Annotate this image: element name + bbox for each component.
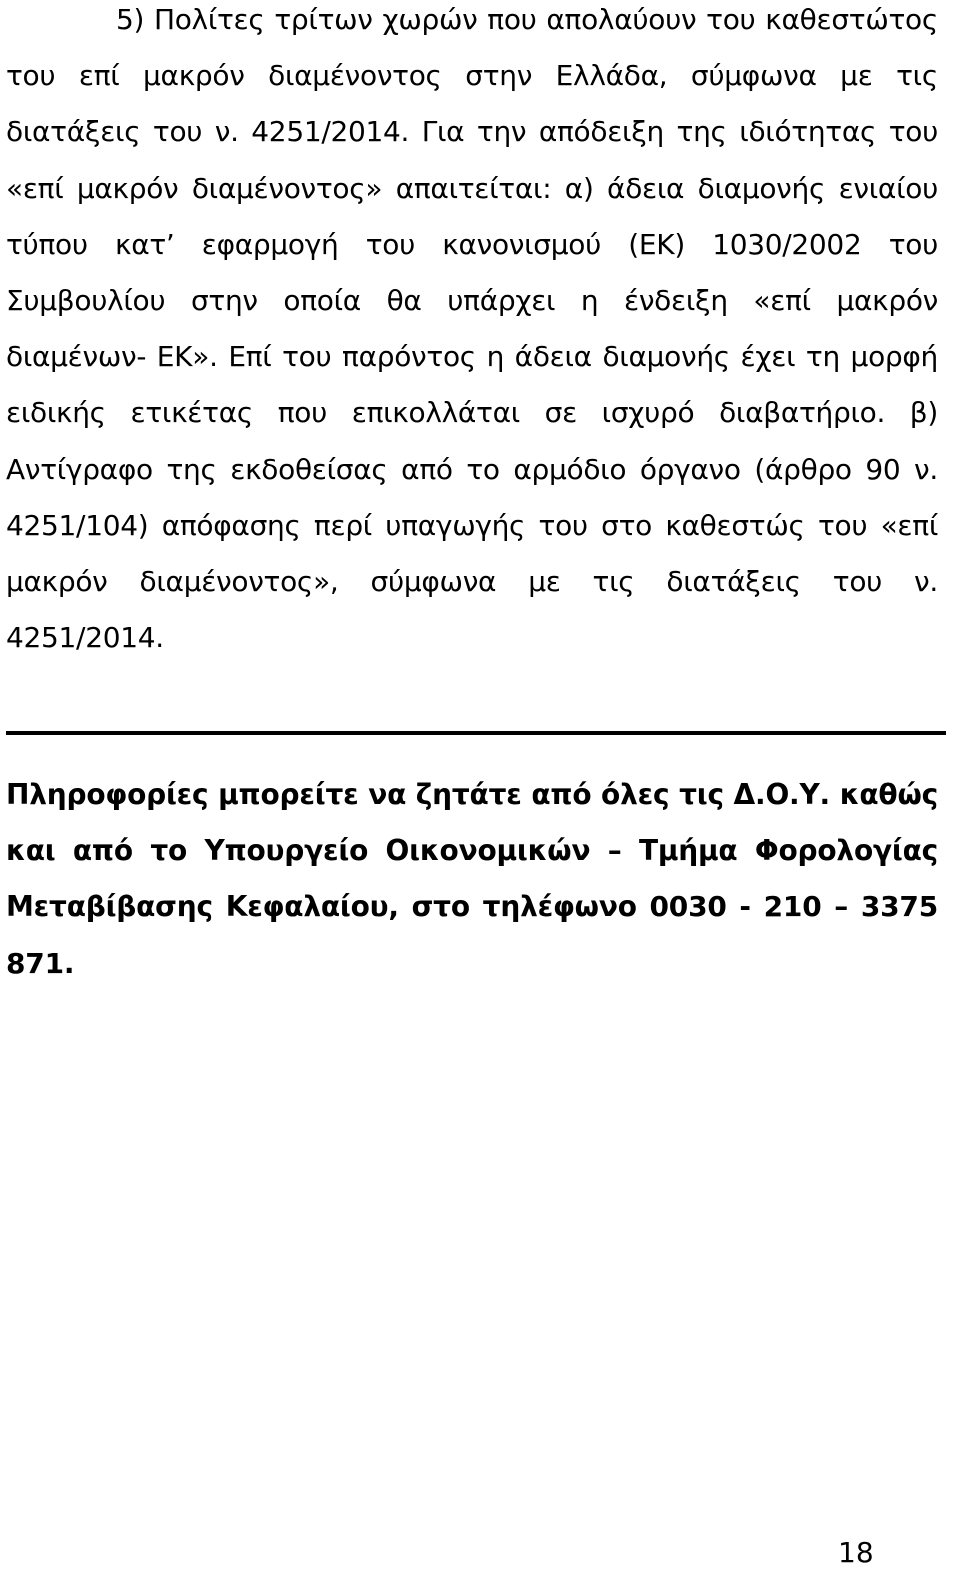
paragraph-item-5: 5) Πολίτες τρίτων χωρών που απολαύουν του καθεστώτος του επί μακρόν διαμένοντος στην Ελλάδα, σύμφωνα με τις διατάξεις του ν. 4251/2014. Για την απόδειξη της ιδιότητας του «επί μακρόν διαμένοντος» απαιτείται: α) άδεια διαμονής ενιαίου τύπου κατ’ εφαρμογή του κανονισμού (ΕΚ) 1030/2002 του Συμβουλίου στην οποία θα υπάρχει η ένδειξη «επί μακρόν διαμένων- ΕΚ». Επί του παρόντος η άδεια διαμονής έχει τη μορφή ειδικής ετικέτας που επικολλάται σε ισχυρό διαβατήριο. β) Αντίγραφο της εκδοθείσας από το αρμόδιο όργανο (άρθρο 90 ν. 4251/104) απόφασης περί υπαγωγής του στο καθεστώς του «επί μακρόν διαμένοντος», σύμφωνα με τις διατάξεις του ν. 4251/2014. (6, 3, 938, 655)
information-notice: Πληροφορίες μπορείτε να ζητάτε από όλες τις Δ.Ο.Υ. καθώς και από το Υπουργείο Οικονομικών – Τμήμα Φορολογίας Μεταβίβασης Κεφαλαίου, στο τηλέφωνο 0030 - 210 – 3375 871. (6, 778, 938, 980)
horizontal-divider (6, 731, 946, 735)
page-number: 18 (838, 1536, 874, 1569)
